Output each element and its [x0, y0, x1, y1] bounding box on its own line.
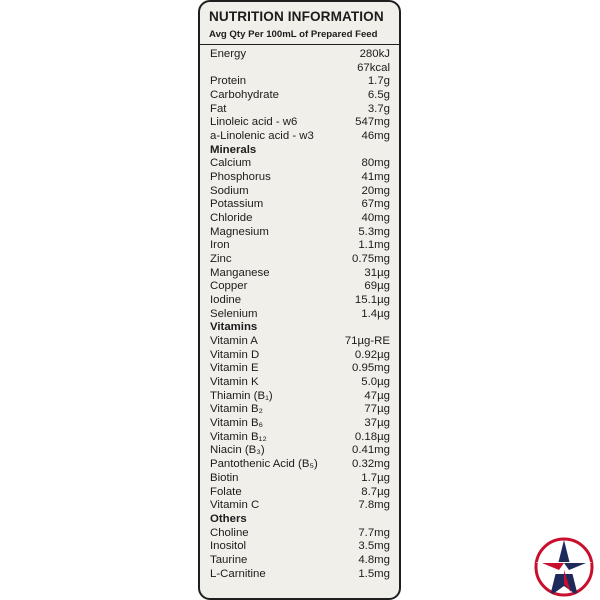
panel-subtitle: Avg Qty Per 100mL of Prepared Feed — [209, 29, 378, 40]
nutrient-row — [210, 198, 390, 212]
nutrient-row — [210, 171, 390, 185]
nutrient-row — [210, 185, 390, 199]
nutrient-name: a-Linolenic acid - w3 — [210, 130, 314, 143]
nutrient-name: Vitamin A — [210, 335, 258, 348]
nutrient-row — [210, 335, 390, 349]
nutrient-name: L-Carnitine — [210, 567, 266, 580]
header-divider — [200, 44, 399, 45]
nutrient-row — [210, 308, 390, 322]
nutrient-value: 547mg — [355, 116, 390, 129]
nutrient-value: 20mg — [361, 184, 390, 197]
nutrient-row — [210, 376, 390, 390]
nutrient-row — [210, 499, 390, 513]
nutrient-value: 0.32mg — [352, 458, 390, 471]
nutrient-row — [210, 458, 390, 472]
nutrient-row — [210, 540, 390, 554]
star-arrow-logo-icon — [533, 536, 595, 598]
nutrient-name: Vitamin C — [210, 499, 260, 512]
nutrient-row — [210, 280, 390, 294]
nutrient-value: 77µg — [364, 403, 390, 416]
nutrient-name: Iodine — [210, 294, 242, 307]
nutrient-name: Linoleic acid - w6 — [210, 116, 298, 129]
nutrient-row — [210, 294, 390, 308]
nutrient-name: Choline — [210, 526, 249, 539]
nutrient-value: 1.1mg — [358, 239, 390, 252]
nutrient-value: 5.0µg — [361, 376, 390, 389]
nutrient-name: Selenium — [210, 307, 258, 320]
nutrient-value: 67mg — [361, 198, 390, 211]
nutrient-row — [210, 431, 390, 445]
nutrient-value: 31µg — [364, 266, 390, 279]
nutrient-name: Potassium — [210, 198, 264, 211]
nutrient-name: Protein — [210, 75, 247, 88]
nutrient-row — [210, 417, 390, 431]
nutrient-name: Thiamin (B₁) — [210, 389, 273, 402]
nutrient-value: 7.8mg — [358, 499, 390, 512]
nutrient-row — [210, 486, 390, 500]
panel-title: NUTRITION INFORMATION — [209, 9, 384, 24]
nutrient-name: Pantothenic Acid (B₅) — [210, 458, 318, 471]
nutrition-panel — [198, 0, 401, 600]
nutrient-name: Inositol — [210, 540, 247, 553]
nutrient-value: 6.5g — [367, 89, 390, 102]
nutrient-name: Magnesium — [210, 225, 269, 238]
nutrient-name: Vitamin B₆ — [210, 417, 264, 430]
nutrient-name: Chloride — [210, 212, 253, 225]
section-heading-label: Vitamins — [210, 321, 258, 334]
nutrient-name: Phosphorus — [210, 171, 271, 184]
nutrient-name: Calcium — [210, 157, 252, 170]
nutrient-value: 40mg — [361, 212, 390, 225]
nutrient-row — [210, 226, 390, 240]
nutrient-row — [210, 253, 390, 267]
nutrient-value: 1.7g — [367, 75, 390, 88]
nutrient-value: 5.3mg — [358, 225, 390, 238]
nutrient-row — [210, 157, 390, 171]
nutrient-row — [210, 390, 390, 404]
nutrient-name: Fat — [210, 102, 227, 115]
nutrient-name: Folate — [210, 485, 242, 498]
nutrient-row — [210, 568, 390, 582]
nutrient-row — [210, 403, 390, 417]
nutrient-value: 0.75mg — [352, 253, 390, 266]
nutrient-name: Taurine — [210, 553, 248, 566]
nutrient-row — [210, 48, 390, 62]
nutrient-value: 3.5mg — [358, 540, 390, 553]
nutrient-row — [210, 116, 390, 130]
nutrient-name: Energy — [210, 48, 247, 60]
section-heading-label: Minerals — [210, 143, 257, 156]
nutrient-name: Sodium — [210, 184, 249, 197]
nutrient-value: 69µg — [364, 280, 390, 293]
nutrient-value: 0.92µg — [354, 348, 390, 361]
nutrient-row — [210, 62, 390, 76]
nutrient-name: Vitamin E — [210, 362, 259, 375]
nutrient-row — [210, 75, 390, 89]
nutrient-value: 41mg — [361, 171, 390, 184]
nutrient-name: Biotin — [210, 471, 239, 484]
nutrient-name: Vitamin D — [210, 348, 260, 361]
nutrient-name: Vitamin B₂ — [210, 403, 263, 416]
nutrient-value: 3.7g — [367, 102, 390, 115]
section-heading-label: Others — [210, 512, 247, 525]
nutrient-row — [210, 527, 390, 541]
nutrient-row — [210, 472, 390, 486]
nutrient-name: Vitamin K — [210, 376, 259, 389]
nutrient-name: Copper — [210, 280, 248, 293]
nutrient-name: Niacin (B₃) — [210, 444, 265, 457]
nutrient-row — [210, 103, 390, 117]
nutrient-name: Manganese — [210, 266, 270, 279]
nutrient-value: 0.18µg — [354, 430, 390, 443]
nutrient-value: 80mg — [361, 157, 390, 170]
nutrient-value: 7.7mg — [358, 526, 390, 539]
nutrient-value: 71µg-RE — [344, 335, 390, 348]
nutrient-value: 1.5mg — [358, 567, 390, 580]
nutrient-value: 1.7µg — [361, 471, 390, 484]
nutrient-row — [210, 239, 390, 253]
nutrient-value: 67kcal — [357, 61, 390, 74]
nutrient-value: 280kJ — [359, 48, 390, 60]
nutrient-value: 1.4µg — [361, 307, 390, 320]
nutrient-row — [210, 89, 390, 103]
nutrient-row — [210, 554, 390, 568]
nutrient-row — [210, 130, 390, 144]
nutrient-name: Iron — [210, 239, 230, 252]
nutrient-row — [210, 349, 390, 363]
nutrient-value: 8.7µg — [361, 485, 390, 498]
nutrient-row — [210, 362, 390, 376]
nutrient-name: Zinc — [210, 253, 232, 266]
nutrient-value: 4.8mg — [358, 553, 390, 566]
section-heading — [210, 144, 390, 158]
nutrient-row — [210, 444, 390, 458]
section-heading — [210, 321, 390, 335]
nutrient-value: 46mg — [361, 130, 390, 143]
nutrient-list — [210, 48, 390, 581]
nutrient-value: 0.95mg — [352, 362, 390, 375]
nutrient-row — [210, 212, 390, 226]
nutrient-value: 47µg — [364, 389, 390, 402]
nutrient-name: Carbohydrate — [210, 89, 280, 102]
section-heading — [210, 513, 390, 527]
nutrient-name: Vitamin B₁₂ — [210, 430, 267, 443]
nutrient-row — [210, 267, 390, 281]
nutrient-value: 15.1µg — [354, 294, 390, 307]
nutrient-value: 37µg — [364, 417, 390, 430]
nutrient-value: 0.41mg — [352, 444, 390, 457]
